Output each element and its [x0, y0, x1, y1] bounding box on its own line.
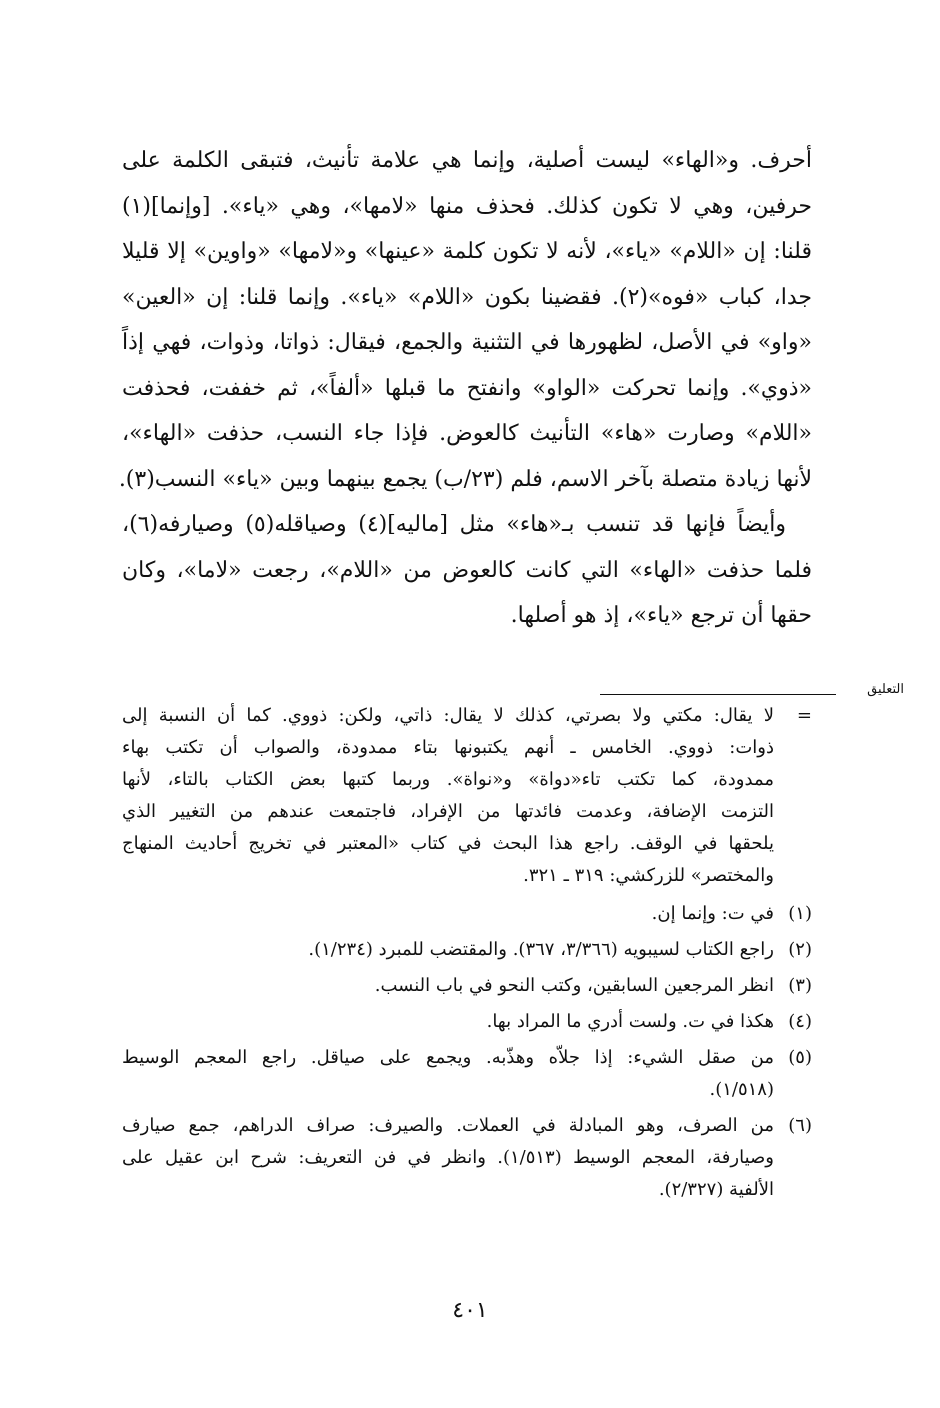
footnote-number: (٤): [788, 1011, 812, 1032]
footnote-number: (١): [788, 903, 812, 924]
footnote-item: [122, 1042, 812, 1106]
main-text-line: وأيضاً فإنها قد تنسب بـ«هاء» مثل [ماليه](٤) وصياقله(٥) وصيارفه(٦)،: [122, 512, 787, 537]
footnote-line: والمختصر» للزركشي: ٣١٩ ـ ٣٢١.: [523, 865, 774, 886]
footnote-item: [122, 898, 812, 930]
footnote-line: من صقل الشيء: إذا جلاّه وهذّبه. ويجمع على صياقل. راجع المعجم الوسيط: [122, 1047, 774, 1068]
page-number: ٤٠١: [452, 1298, 488, 1323]
main-text-line: قلنا: إن «اللام» «ياء»، لأنه لا تكون كلمة «عينها» و«لامها» «واوين» إلا قليلا: [122, 239, 812, 264]
footnote-number: (٦): [788, 1115, 812, 1136]
footnote-line: هكذا في ت. ولست أدري ما المراد بها.: [486, 1011, 774, 1032]
footnote-line: من الصرف، وهو المبادلة في العملات. والصيرف: صراف الدراهم، جمع صيارف: [122, 1115, 774, 1136]
footnote-line: لا يقال: مكتي ولا بصرتي، كذلك لا يقال: ذاتي، ولكن: ذووي. كما أن النسبة إلى: [122, 705, 774, 726]
main-text-line: فلما حذفت «الهاء» التي كانت كالعوض من «اللام»، رجعت «لاما»، وكان: [122, 557, 812, 583]
main-text-line: جدا، كباب «فوه»(٢). فقضينا بكون «اللام» «ياء». وإنما قلنا: إن «العين»: [122, 284, 812, 310]
footnote-continuation: [122, 700, 812, 892]
footnotes: [122, 700, 812, 1206]
footnote-section-label: التعليق: [867, 682, 904, 697]
footnote-item: [122, 1110, 812, 1206]
main-text-line: أحرف. و«الهاء» ليست أصلية، وإنما هي علامة تأنيث، فتبقى الكلمة على: [122, 148, 812, 173]
main-text-line: «اللام» وصارت «هاء» التأنيث كالعوض. فإذا جاء النسب، حذفت «الهاء»،: [122, 421, 812, 446]
footnote-line: في ت: وإنما إن.: [651, 903, 774, 924]
footnote-line: ذوات: ذووي. الخامس ـ أنهم يكتبونها بتاء ممدودة، والصواب أن تكتب بهاء: [122, 737, 774, 758]
main-text-line: حرفين، وهي لا تكون كذلك. فحذف منها «لامها»، وهي «ياء». [وإنما](١): [122, 193, 812, 219]
footnote-item: [122, 934, 812, 966]
footnote-rule: [600, 694, 836, 695]
footnote-line: يلحقها في الوقف. راجع هذا البحث في كتاب «المعتبر في تخريج أحاديث المنهاج: [122, 833, 774, 854]
footnote-line: ممدودة، كما تكتب تاء«دواة» و«نواة». وربما كتبها بعض الكتاب بالتاء، لأنها: [122, 769, 774, 790]
main-text-line: «واو» في الأصل، لظهورها في التثنية والجمع، فيقال: ذواتا، وذوات، فهي إذاً: [122, 330, 812, 355]
main-text-body: [118, 138, 812, 639]
footnote-line: انظر المرجعين السابقين، وكتب النحو في باب النسب.: [374, 975, 774, 996]
footnote-line: (١/٥١٨).: [709, 1079, 774, 1100]
continuation-marker: =: [796, 705, 812, 726]
footnote-item: [122, 970, 812, 1002]
main-text-line: «ذوي». وإنما تحركت «الواو» وانفتح ما قبلها «ألفاً»، ثم خففت، فحذفت: [122, 375, 812, 401]
footnote-number: (٥): [788, 1047, 812, 1068]
footnote-item: [122, 1006, 812, 1038]
footnote-line: التزمت الإضافة، وعدمت فائدتها من الإفراد، فاجتمعت عندهم من التغيير الذي: [122, 801, 774, 822]
main-text-line: حقها أن ترجع «ياء»، إذ هو أصلها.: [510, 603, 812, 628]
footnote-line: وصيارفة، المعجم الوسيط (١/٥١٣). وانظر في فن التعريف: شرح ابن عقيل على: [122, 1147, 774, 1168]
footnote-number: (٣): [788, 975, 812, 996]
main-text-line: لأنها زيادة متصلة بآخر الاسم، فلم (٢٣/ب) يجمع بينهما وبين «ياء» النسب(٣).: [118, 466, 812, 492]
footnote-number: (٢): [788, 939, 812, 960]
footnote-line: راجع الكتاب لسيبويه (٣/٣٦٦، ٣٦٧). والمقتضب للمبرد (١/٢٣٤).: [308, 939, 774, 960]
footnote-line: الألفية (٢/٣٢٧).: [658, 1179, 774, 1200]
